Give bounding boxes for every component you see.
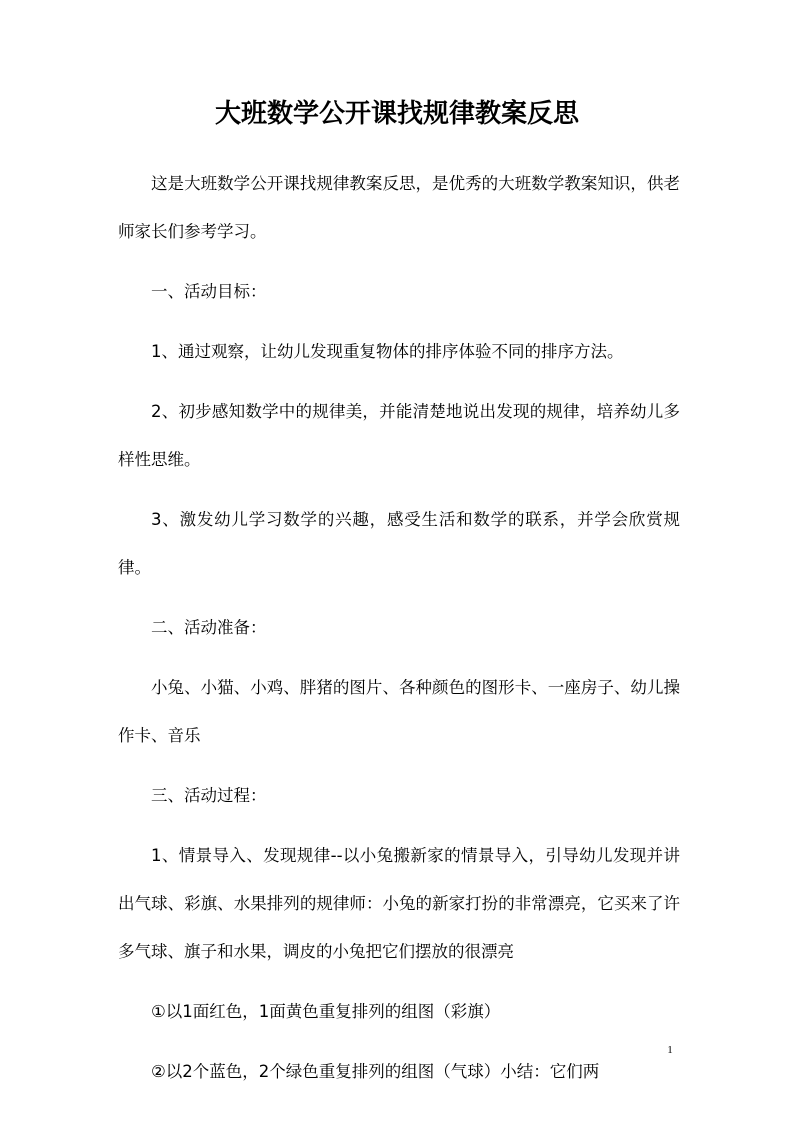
paragraph-flag-pattern: ①以1面红色，1面黄色重复排列的组图（彩旗） bbox=[151, 1002, 501, 1021]
paragraph-preparation: 小兔、小猫、小鸡、胖猪的图片、各种颜色的图形卡、一座房子、幼儿操作卡、音乐 bbox=[118, 678, 680, 745]
paragraph-goal-3: 3、激发幼儿学习数学的兴趣，感受生活和数学的联系，并学会欣赏规律。 bbox=[118, 510, 680, 577]
document-body bbox=[118, 160, 680, 1108]
document-title: 大班数学公开课找规律教案反思 bbox=[214, 99, 579, 129]
paragraph-goal-2: 2、初步感知数学中的规律美，并能清楚地说出发现的规律，培养幼儿多样性思维。 bbox=[118, 402, 680, 469]
heading-activity-goals: 一、活动目标： bbox=[151, 282, 267, 301]
heading-activity-preparation: 二、活动准备： bbox=[151, 618, 267, 637]
paragraph-goal-1: 1、通过观察，让幼儿发现重复物体的排序体验不同的排序方法。 bbox=[151, 342, 624, 361]
heading-activity-process: 三、活动过程： bbox=[151, 786, 267, 805]
paragraph-balloon-pattern: ②以2个蓝色，2个绿色重复排列的组图（气球）小结：它们两 bbox=[151, 1062, 600, 1081]
page-number: 1 bbox=[667, 1044, 673, 1056]
paragraph-intro: 这是大班数学公开课找规律教案反思，是优秀的大班数学教案知识，供老师家长们参考学习。 bbox=[118, 174, 680, 241]
paragraph-process-1: 1、情景导入、发现规律--以小兔搬新家的情景导入，引导幼儿发现并讲出气球、彩旗、水果排列的规律师：小兔的新家打扮的非常漂亮，它买来了许多气球、旗子和水果，调皮的小兔把它们摆放的很漂亮 bbox=[118, 846, 680, 961]
